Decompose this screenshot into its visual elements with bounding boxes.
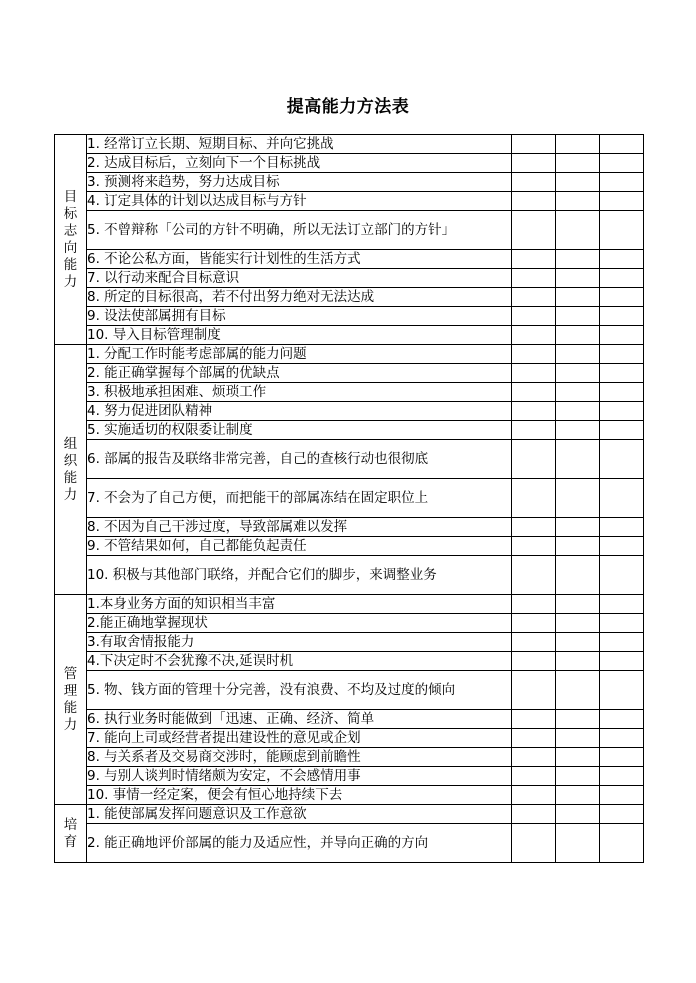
table-row	[55, 556, 644, 595]
table-row	[55, 135, 644, 154]
item-text: 3.有取舍情报能力	[87, 633, 512, 652]
category-cell: 培 育	[55, 805, 87, 863]
item-text: 7. 以行动来配合目标意识	[87, 269, 512, 288]
score-cell[interactable]	[600, 250, 644, 269]
score-cell[interactable]	[556, 786, 600, 805]
score-cell[interactable]	[600, 269, 644, 288]
table-row	[55, 767, 644, 786]
item-text: 1. 能使部属发挥问题意识及工作意欲	[87, 805, 512, 824]
item-text: 2. 能正确掌握每个部属的优缺点	[87, 364, 512, 383]
item-text: 5. 实施适切的权限委让制度	[87, 421, 512, 440]
score-cell[interactable]	[556, 671, 600, 710]
score-cell[interactable]	[600, 805, 644, 824]
category-cell: 目 标 志 向 能 力	[55, 135, 87, 345]
table-row	[55, 537, 644, 556]
score-cell[interactable]	[600, 383, 644, 402]
item-text: 1. 分配工作时能考虑部属的能力问题	[87, 345, 512, 364]
score-cell[interactable]	[512, 729, 556, 748]
score-cell[interactable]	[512, 595, 556, 614]
score-cell[interactable]	[512, 633, 556, 652]
score-cell[interactable]	[600, 748, 644, 767]
score-cell[interactable]	[556, 307, 600, 326]
score-cell[interactable]	[600, 211, 644, 250]
score-cell[interactable]	[512, 537, 556, 556]
table-row	[55, 729, 644, 748]
table-row	[55, 154, 644, 173]
item-text: 4. 订定具体的计划以达成目标与方针	[87, 192, 512, 211]
score-cell[interactable]	[512, 364, 556, 383]
score-cell[interactable]	[512, 671, 556, 710]
score-cell[interactable]	[512, 824, 556, 863]
item-text: 6. 部属的报告及联络非常完善，自己的查核行动也很彻底	[87, 440, 512, 479]
item-text: 7. 能向上司或经营者提出建设性的意见或企划	[87, 729, 512, 748]
score-cell[interactable]	[600, 786, 644, 805]
score-cell[interactable]	[556, 345, 600, 364]
category-cell: 管 理 能 力	[55, 595, 87, 805]
score-cell[interactable]	[600, 633, 644, 652]
score-cell[interactable]	[556, 595, 600, 614]
score-cell[interactable]	[512, 710, 556, 729]
score-cell[interactable]	[512, 154, 556, 173]
score-cell[interactable]	[512, 479, 556, 518]
score-cell[interactable]	[600, 767, 644, 786]
score-cell[interactable]	[512, 556, 556, 595]
score-cell[interactable]	[556, 364, 600, 383]
score-cell[interactable]	[600, 614, 644, 633]
score-cell[interactable]	[600, 652, 644, 671]
score-cell[interactable]	[556, 614, 600, 633]
item-text: 7. 不会为了自己方便，而把能干的部属冻结在固定职位上	[87, 479, 512, 518]
score-cell[interactable]	[556, 729, 600, 748]
table-row	[55, 288, 644, 307]
item-text: 9. 与别人谈判时情绪颇为安定，不会感情用事	[87, 767, 512, 786]
ability-method-table	[54, 134, 644, 863]
table-row	[55, 211, 644, 250]
score-cell[interactable]	[512, 767, 556, 786]
score-cell[interactable]	[556, 173, 600, 192]
score-cell[interactable]	[512, 805, 556, 824]
score-cell[interactable]	[600, 824, 644, 863]
score-cell[interactable]	[600, 421, 644, 440]
score-cell[interactable]	[556, 805, 600, 824]
score-cell[interactable]	[512, 173, 556, 192]
score-cell[interactable]	[512, 652, 556, 671]
score-cell[interactable]	[556, 824, 600, 863]
item-text: 9. 设法使部属拥有目标	[87, 307, 512, 326]
table-row	[55, 671, 644, 710]
score-cell[interactable]	[556, 402, 600, 421]
score-cell[interactable]	[512, 326, 556, 345]
item-text: 6. 不论公私方面，皆能实行计划性的生活方式	[87, 250, 512, 269]
score-cell[interactable]	[556, 269, 600, 288]
score-cell[interactable]	[556, 421, 600, 440]
score-cell[interactable]	[512, 748, 556, 767]
item-text: 1.本身业务方面的知识相当丰富	[87, 595, 512, 614]
score-cell[interactable]	[556, 211, 600, 250]
score-cell[interactable]	[556, 537, 600, 556]
score-cell[interactable]	[600, 135, 644, 154]
table-row	[55, 786, 644, 805]
score-cell[interactable]	[600, 729, 644, 748]
score-cell[interactable]	[512, 269, 556, 288]
item-text: 10. 导入目标管理制度	[87, 326, 512, 345]
table-row	[55, 518, 644, 537]
score-cell[interactable]	[556, 440, 600, 479]
score-cell[interactable]	[556, 383, 600, 402]
score-cell[interactable]	[556, 748, 600, 767]
score-cell[interactable]	[556, 652, 600, 671]
item-text: 4.下决定时不会犹豫不决,延误时机	[87, 652, 512, 671]
table-row	[55, 364, 644, 383]
score-cell[interactable]	[600, 307, 644, 326]
table-row	[55, 614, 644, 633]
category-cell: 组 织 能 力	[55, 345, 87, 595]
item-text: 8. 不因为自己干涉过度，导致部属难以发挥	[87, 518, 512, 537]
item-text: 9. 不管结果如何，自己都能负起责任	[87, 537, 512, 556]
score-cell[interactable]	[512, 440, 556, 479]
table-row	[55, 307, 644, 326]
table-row	[55, 345, 644, 364]
item-text: 4. 努力促进团队精神	[87, 402, 512, 421]
score-cell[interactable]	[512, 288, 556, 307]
table-row	[55, 710, 644, 729]
table-row	[55, 479, 644, 518]
score-cell[interactable]	[556, 250, 600, 269]
item-text: 2. 能正确地评价部属的能力及适应性，并导向正确的方向	[87, 824, 512, 863]
score-cell[interactable]	[512, 307, 556, 326]
score-cell[interactable]	[512, 421, 556, 440]
item-text: 10. 事情一经定案，便会有恒心地持续下去	[87, 786, 512, 805]
table-row	[55, 173, 644, 192]
score-cell[interactable]	[600, 154, 644, 173]
score-cell[interactable]	[600, 518, 644, 537]
table-row	[55, 748, 644, 767]
item-text: 2. 达成目标后，立刻向下一个目标挑战	[87, 154, 512, 173]
score-cell[interactable]	[512, 383, 556, 402]
score-cell[interactable]	[556, 633, 600, 652]
item-text: 3. 预测将来趋势，努力达成目标	[87, 173, 512, 192]
score-cell[interactable]	[600, 556, 644, 595]
table-row	[55, 805, 644, 824]
item-text: 1. 经常订立长期、短期目标、并向它挑战	[87, 135, 512, 154]
score-cell[interactable]	[600, 595, 644, 614]
score-cell[interactable]	[512, 402, 556, 421]
table-row	[55, 421, 644, 440]
table-row	[55, 633, 644, 652]
score-cell[interactable]	[556, 135, 600, 154]
item-text: 3. 积极地承担困难、烦琐工作	[87, 383, 512, 402]
score-cell[interactable]	[556, 288, 600, 307]
page-title: 提高能力方法表	[286, 97, 410, 117]
score-cell[interactable]	[600, 402, 644, 421]
score-cell[interactable]	[512, 614, 556, 633]
item-text: 10. 积极与其他部门联络，并配合它们的脚步，来调整业务	[87, 556, 512, 595]
table-row	[55, 402, 644, 421]
table-row	[55, 652, 644, 671]
score-cell[interactable]	[600, 479, 644, 518]
score-cell[interactable]	[600, 710, 644, 729]
score-cell[interactable]	[512, 345, 556, 364]
score-cell[interactable]	[600, 345, 644, 364]
score-cell[interactable]	[600, 440, 644, 479]
score-cell[interactable]	[556, 556, 600, 595]
score-cell[interactable]	[556, 154, 600, 173]
score-cell[interactable]	[600, 537, 644, 556]
score-cell[interactable]	[556, 192, 600, 211]
score-cell[interactable]	[512, 786, 556, 805]
item-text: 5. 物、钱方面的管理十分完善，没有浪费、不均及过度的倾向	[87, 671, 512, 710]
score-cell[interactable]	[600, 671, 644, 710]
table-row	[55, 269, 644, 288]
table-row	[55, 192, 644, 211]
table-row	[55, 824, 644, 863]
table-row	[55, 440, 644, 479]
table-row	[55, 595, 644, 614]
score-cell[interactable]	[512, 192, 556, 211]
score-cell[interactable]	[512, 135, 556, 154]
score-cell[interactable]	[600, 288, 644, 307]
item-text: 5. 不曾辩称「公司的方针不明确，所以无法订立部门的方针」	[87, 211, 512, 250]
table-row	[55, 326, 644, 345]
table-row	[55, 250, 644, 269]
item-text: 8. 与关系者及交易商交涉时，能顾虑到前瞻性	[87, 748, 512, 767]
score-cell[interactable]	[600, 326, 644, 345]
item-text: 6. 执行业务时能做到「迅速、正确、经济、简单	[87, 710, 512, 729]
score-cell[interactable]	[512, 250, 556, 269]
item-text: 8. 所定的目标很高，若不付出努力绝对无法达成	[87, 288, 512, 307]
score-cell[interactable]	[600, 192, 644, 211]
score-cell[interactable]	[556, 479, 600, 518]
score-cell[interactable]	[600, 364, 644, 383]
score-cell[interactable]	[556, 767, 600, 786]
score-cell[interactable]	[600, 173, 644, 192]
score-cell[interactable]	[556, 518, 600, 537]
score-cell[interactable]	[556, 326, 600, 345]
table-row	[55, 383, 644, 402]
score-cell[interactable]	[556, 710, 600, 729]
score-cell[interactable]	[512, 518, 556, 537]
item-text: 2.能正确地掌握现状	[87, 614, 512, 633]
score-cell[interactable]	[512, 211, 556, 250]
